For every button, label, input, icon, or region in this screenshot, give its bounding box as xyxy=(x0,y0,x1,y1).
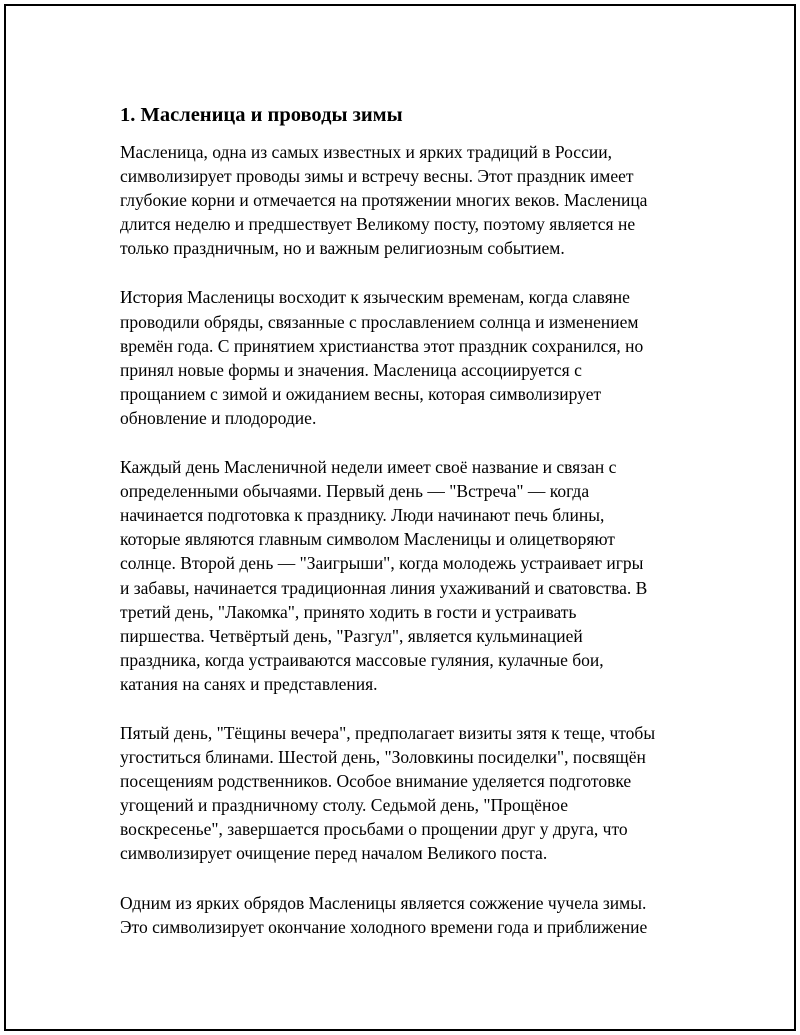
text-line: определенными обычаями. Первый день — "Встреча" — когда xyxy=(120,481,590,502)
text-line: воскресенье", завершается просьбами о прощении друг у друга, что xyxy=(120,819,628,840)
text-line: которые являются главным символом Масленицы и олицетворяют xyxy=(120,529,615,550)
text-line: угоститься блинами. Шестой день, "Золовкины посиделки", посвящён xyxy=(120,747,646,768)
text-line: и забавы, начинается традиционная линия ухаживаний и сватовства. В xyxy=(120,577,648,598)
text-line: прощанием с зимой и ожиданием весны, которая символизирует xyxy=(120,383,602,404)
text-line: пиршества. Четвёртый день, "Разгул", является кульминацией xyxy=(120,625,583,646)
text-line: катания на санях и представления. xyxy=(120,673,378,694)
text-line: праздника, когда устраиваются массовые гуляния, кулачные бои, xyxy=(120,649,604,670)
text-line: символизирует очищение перед началом Великого поста. xyxy=(120,843,548,864)
text-line: Каждый день Масленичной недели имеет своё название и связан с xyxy=(120,457,617,478)
text-line: Это символизирует окончание холодного времени года и приближение xyxy=(120,916,648,937)
paragraph-4 xyxy=(120,721,690,866)
text-line: третий день, "Лакомка", принято ходить в гости и устраивать xyxy=(120,601,577,622)
text-line: Одним из ярких обрядов Масленицы является сожжение чучела зимы. xyxy=(120,892,647,913)
text-line: проводили обряды, связанные с прославлением солнца и изменением xyxy=(120,311,639,332)
text-line: обновление и плодородие. xyxy=(120,407,317,428)
paragraph-2 xyxy=(120,285,690,430)
text-line: История Масленицы восходит к языческим временам, когда славяне xyxy=(120,287,630,308)
text-line: времён года. С принятием христианства этот праздник сохранился, но xyxy=(120,335,644,356)
document-body xyxy=(120,102,690,964)
section-heading: 1. Масленица и проводы зимы xyxy=(120,104,403,126)
text-line: принял новые формы и значения. Масленица ассоциируется с xyxy=(120,359,582,380)
text-line: Пятый день, "Тёщины вечера", предполагает визиты зятя к теще, чтобы xyxy=(120,722,656,743)
text-line: посещениям родственников. Особое внимание уделяется подготовке xyxy=(120,771,632,792)
paragraph-3 xyxy=(120,455,690,696)
text-line: глубокие корни и отмечается на протяжении многих веков. Масленица xyxy=(120,190,648,211)
text-line: символизирует проводы зимы и встречу весны. Этот праздник имеет xyxy=(120,166,634,187)
paragraph-1 xyxy=(120,140,690,260)
text-line: солнце. Второй день — "Заигрыши", когда молодежь устраивает игры xyxy=(120,553,644,574)
paragraph-5 xyxy=(120,891,690,939)
text-line: Масленица, одна из самых известных и ярких традиций в России, xyxy=(120,142,612,162)
text-line: начинается подготовка к празднику. Люди начинают печь блины, xyxy=(120,505,605,526)
text-line: только праздничным, но и важным религиозным событием. xyxy=(120,238,565,259)
page-frame xyxy=(4,4,796,1031)
text-line: угощений и праздничному столу. Седьмой день, "Прощёное xyxy=(120,795,569,816)
text-line: длится неделю и предшествует Великому посту, поэтому является не xyxy=(120,214,636,235)
